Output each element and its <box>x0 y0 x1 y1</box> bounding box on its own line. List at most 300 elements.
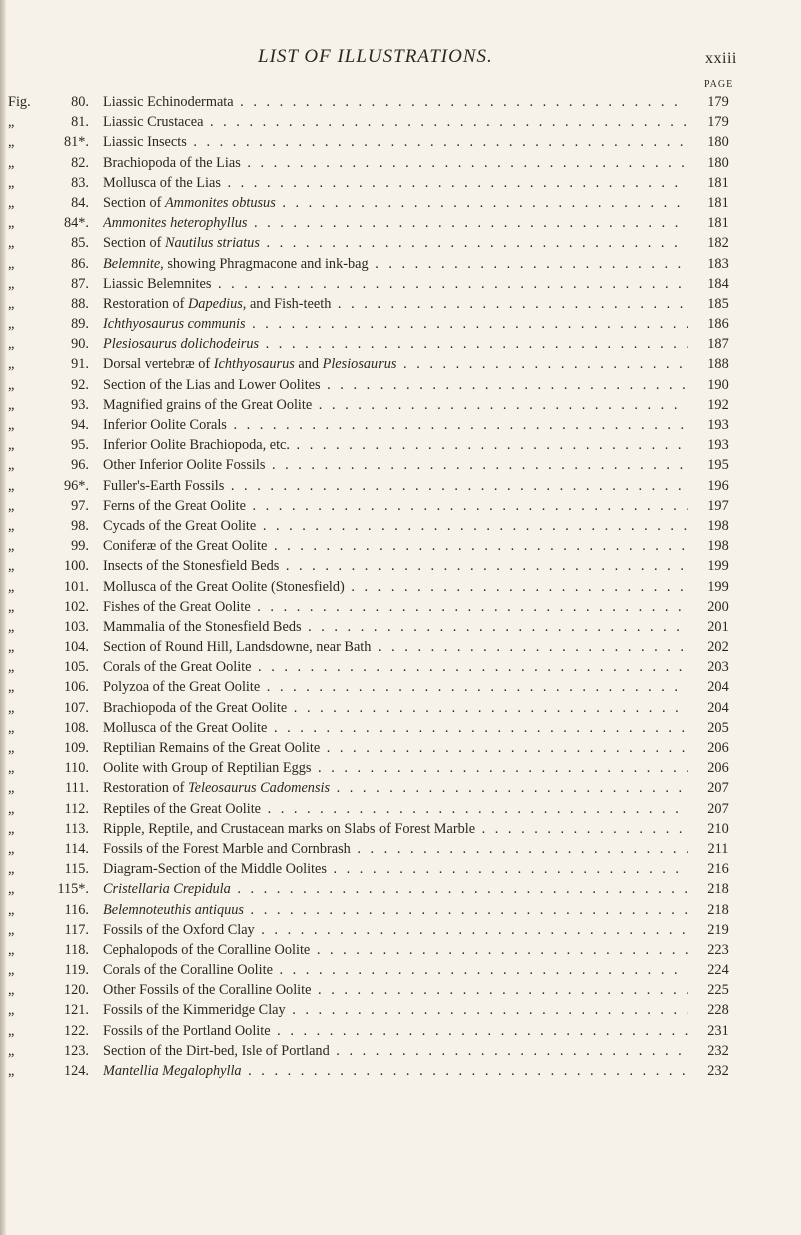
figure-number: 124. <box>63 1063 89 1079</box>
ditto-mark: „ <box>8 740 15 756</box>
entry-title-segment: Diagram-Section of the Middle Oolites <box>103 861 327 878</box>
entry-title-segment: Belemnoteuthis antiquus <box>103 901 244 918</box>
figure-number: 81. <box>71 114 89 131</box>
list-item <box>0 940 801 960</box>
page-number: xxiii <box>705 50 737 67</box>
list-item <box>0 698 801 718</box>
entry-title-segment: Ammonites heterophyllus <box>103 215 248 232</box>
figure-number: 84. <box>71 194 89 211</box>
entry-title-segment: Reptiles of the Great Oolite <box>103 800 262 817</box>
entry-title <box>103 839 688 859</box>
figure-number: 83. <box>71 174 89 191</box>
ditto-mark: „ <box>8 417 15 433</box>
entry-title-segment: Reptilian Remains of the Great Oolite <box>103 740 321 756</box>
list-item <box>0 879 801 899</box>
entry-title-segment: Other Fossils of the Coralline Oolite <box>103 982 312 999</box>
page-ref: 186 <box>707 316 729 333</box>
figure-number: 120. <box>63 982 89 999</box>
page-ref: 218 <box>707 901 729 918</box>
entry-title-segment: Corals of the Coralline Oolite <box>103 962 273 979</box>
entry-title-segment: Dapedius <box>187 295 243 312</box>
list-item <box>0 718 801 738</box>
entry-title-segment: Insects of the Stonesfield Beds <box>103 558 280 575</box>
figure-number: 122. <box>63 1022 89 1039</box>
entry-title-segment: Section of the Lias and Lower Oolites <box>103 376 321 393</box>
ditto-mark: „ <box>8 901 15 918</box>
entry-title-segment: Coniferæ of the Great Oolite <box>103 538 268 555</box>
ditto-mark: „ <box>8 840 15 857</box>
entry-title-segment: Fossils of the Oxford Clay <box>103 921 255 938</box>
page-ref: 184 <box>707 275 729 292</box>
ditto-mark: „ <box>8 881 15 898</box>
list-item <box>0 556 801 576</box>
page-ref: 183 <box>707 255 729 272</box>
list-item <box>0 819 801 839</box>
figure-number: 103. <box>63 618 89 635</box>
ditto-mark: „ <box>8 194 15 211</box>
ditto-mark: „ <box>8 962 15 979</box>
entry-title <box>103 516 688 536</box>
entry-title <box>103 556 688 576</box>
page-ref: 224 <box>707 962 729 979</box>
list-item <box>0 354 801 374</box>
figure-number: 121. <box>63 1002 89 1019</box>
list-item <box>0 274 801 294</box>
ditto-mark: „ <box>8 437 15 454</box>
page-ref: 207 <box>707 780 729 797</box>
entry-title <box>103 314 688 334</box>
entry-title <box>103 153 688 173</box>
entry-title-segment: Restoration of <box>103 295 188 312</box>
entry-title <box>103 395 688 415</box>
ditto-mark: „ <box>8 174 15 191</box>
figure-number: 98. <box>71 517 89 534</box>
list-item <box>0 980 801 1000</box>
entry-title <box>103 254 688 274</box>
page-ref: 232 <box>707 1063 729 1079</box>
list-item <box>0 577 801 597</box>
figure-number: 92. <box>71 376 89 393</box>
list-item <box>0 314 801 334</box>
ditto-mark: „ <box>8 921 15 938</box>
page-ref: 197 <box>707 497 729 514</box>
entry-title <box>103 354 688 374</box>
list-item <box>0 597 801 617</box>
list-item <box>0 415 801 435</box>
list-item <box>0 920 801 940</box>
ditto-mark: „ <box>8 659 15 676</box>
list-item <box>0 536 801 556</box>
list-item <box>0 476 801 496</box>
running-title: LIST OF ILLUSTRATIONS. <box>258 46 493 67</box>
ditto-mark: „ <box>8 295 15 312</box>
ditto-mark: „ <box>8 235 15 252</box>
entry-title <box>103 879 688 899</box>
ditto-mark: „ <box>8 336 15 353</box>
list-item <box>0 233 801 253</box>
entry-title-segment: Corals of the Great Oolite <box>103 659 252 676</box>
page-ref: 206 <box>707 740 729 756</box>
page-ref: 211 <box>707 840 729 857</box>
illustrations-list <box>0 92 801 1081</box>
ditto-mark: „ <box>8 457 15 474</box>
entry-title-segment: Mollusca of the Lias <box>103 174 221 191</box>
page-ref: 187 <box>707 336 729 353</box>
entry-title <box>103 738 688 758</box>
page-ref: 179 <box>707 114 729 131</box>
figure-number: 102. <box>63 598 89 615</box>
figure-number: 112. <box>64 800 89 817</box>
figure-number: 82. <box>71 154 89 171</box>
entry-title-segment: Nautilus striatus <box>164 235 260 252</box>
page-ref: 199 <box>707 558 729 575</box>
entry-title <box>103 435 688 455</box>
figure-number: 106. <box>63 679 89 696</box>
page-ref: 196 <box>707 477 729 494</box>
figure-number: 115. <box>64 861 89 878</box>
list-item <box>0 1041 801 1061</box>
entry-title-segment: Section of <box>103 194 165 211</box>
entry-title-segment: Ferns of the Great Oolite <box>103 497 246 514</box>
page-ref: 180 <box>707 134 729 151</box>
entry-title-segment: Ichthyosaurus <box>213 356 295 373</box>
ditto-mark: „ <box>8 558 15 575</box>
entry-title <box>103 577 688 597</box>
entry-title <box>103 960 688 980</box>
page-ref: 182 <box>707 235 729 252</box>
entry-title-segment: Other Inferior Oolite Fossils <box>103 457 266 474</box>
list-item <box>0 1021 801 1041</box>
page-ref: 188 <box>707 356 729 373</box>
entry-title <box>103 657 688 677</box>
entry-title <box>103 233 688 253</box>
ditto-mark: „ <box>8 316 15 333</box>
page-ref: 199 <box>707 578 729 595</box>
list-item <box>0 254 801 274</box>
figure-number: 107. <box>63 699 89 716</box>
entry-title-segment: Cycads of the Great Oolite <box>103 517 257 534</box>
figure-number: 90. <box>71 336 89 353</box>
entry-title-segment: Fossils of the Kimmeridge Clay <box>103 1002 286 1019</box>
figure-number: 109. <box>63 740 89 756</box>
entry-title <box>103 193 688 213</box>
figure-number: 114. <box>64 840 89 857</box>
running-head <box>0 46 801 76</box>
figure-number: 81*. <box>63 134 89 151</box>
entry-title-segment: Mollusca of the Great Oolite <box>103 719 268 736</box>
entry-title <box>103 92 688 112</box>
list-item <box>0 900 801 920</box>
entry-title-segment: Liassic Insects <box>103 134 187 151</box>
entry-title-segment: and <box>294 356 323 373</box>
list-item <box>0 334 801 354</box>
page-ref: 207 <box>707 800 729 817</box>
figure-number: 111. <box>65 780 89 797</box>
figure-number: 94. <box>71 417 89 433</box>
entry-title <box>103 213 688 233</box>
figure-number: 115*. <box>57 881 89 898</box>
list-item <box>0 960 801 980</box>
entry-title <box>103 294 688 314</box>
ditto-mark: „ <box>8 578 15 595</box>
list-item <box>0 173 801 193</box>
page-ref: 181 <box>707 194 729 211</box>
entry-title-segment: Section of <box>103 235 165 252</box>
entry-title-segment: Mollusca of the Great Oolite (Stonesfield) <box>103 578 345 595</box>
entry-title-segment: Polyzoa of the Great Oolite <box>103 679 261 696</box>
page-ref: 218 <box>707 881 729 898</box>
ditto-mark: „ <box>8 679 15 696</box>
list-item <box>0 677 801 697</box>
entry-title-segment: Fossils of the Portland Oolite <box>103 1022 271 1039</box>
ditto-mark: „ <box>8 477 15 494</box>
entry-title-segment: Fishes of the Great Oolite <box>103 598 251 615</box>
figure-number: 117. <box>64 921 89 938</box>
entry-title <box>103 173 688 193</box>
entry-title-segment: Fuller's-Earth Fossils <box>103 477 225 494</box>
figure-number: 110. <box>64 760 89 777</box>
entry-title-segment: Ammonites obtusus <box>164 194 276 211</box>
entry-title-segment: , showing Phragmacone and ink-bag <box>160 255 369 272</box>
entry-title <box>103 496 688 516</box>
entry-title <box>103 132 688 152</box>
page-ref: 225 <box>707 982 729 999</box>
figure-number: 96. <box>71 457 89 474</box>
figure-number: 96*. <box>63 477 89 494</box>
page-ref: 181 <box>707 174 729 191</box>
ditto-mark: „ <box>8 114 15 131</box>
entry-title-segment: , and Fish-teeth <box>242 295 332 312</box>
figure-number: 97. <box>71 497 89 514</box>
entry-title <box>103 980 688 1000</box>
entry-title-segment: Plesiosaurus <box>322 356 397 373</box>
entry-title-segment: Belemnite <box>103 255 161 272</box>
entry-title-segment: Ichthyosaurus communis <box>103 316 246 333</box>
entry-title-segment: Inferior Oolite Corals <box>103 417 227 433</box>
list-item <box>0 1000 801 1020</box>
page-ref: 203 <box>707 659 729 676</box>
entry-title-segment: Brachiopoda of the Lias <box>103 154 241 171</box>
figure-number: 95. <box>71 437 89 454</box>
list-item <box>0 213 801 233</box>
entry-title <box>103 1061 688 1081</box>
figure-number: 119. <box>64 962 89 979</box>
entry-title <box>103 112 688 132</box>
ditto-mark: „ <box>8 517 15 534</box>
entry-title <box>103 718 688 738</box>
page-ref: 198 <box>707 517 729 534</box>
list-item <box>0 435 801 455</box>
figure-number: 113. <box>64 820 89 837</box>
entry-title <box>103 1000 688 1020</box>
entry-title <box>103 920 688 940</box>
list-item <box>0 132 801 152</box>
ditto-mark: „ <box>8 376 15 393</box>
entry-title-segment: Plesiosaurus dolichodeirus <box>103 336 260 353</box>
list-item <box>0 839 801 859</box>
page-column-heading: PAGE <box>704 79 734 90</box>
ditto-mark: „ <box>8 699 15 716</box>
entry-title-segment: Liassic Echinodermata <box>103 94 234 110</box>
entry-title <box>103 778 688 798</box>
page-ref: 192 <box>707 396 729 413</box>
entry-title <box>103 536 688 556</box>
figure-number: 86. <box>71 255 89 272</box>
entry-title <box>103 819 688 839</box>
list-item <box>0 799 801 819</box>
entry-title-segment: Cephalopods of the Coralline Oolite <box>103 941 311 958</box>
ditto-mark: „ <box>8 618 15 635</box>
ditto-mark: „ <box>8 861 15 878</box>
ditto-mark: „ <box>8 719 15 736</box>
figure-number: 91. <box>71 356 89 373</box>
page-ref: 223 <box>707 941 729 958</box>
entry-title-segment: Brachiopoda of the Great Oolite <box>103 699 288 716</box>
list-item <box>0 758 801 778</box>
ditto-mark: „ <box>8 800 15 817</box>
list-item <box>0 778 801 798</box>
entry-title <box>103 274 688 294</box>
ditto-mark: „ <box>8 356 15 373</box>
page-ref: 180 <box>707 154 729 171</box>
figure-number: 80. <box>71 94 89 110</box>
entry-title-segment: Mantellia Megalophylla <box>103 1063 242 1079</box>
ditto-mark: „ <box>8 598 15 615</box>
page-ref: 195 <box>707 457 729 474</box>
list-item <box>0 153 801 173</box>
entry-title-segment: Liassic Crustacea <box>103 114 204 131</box>
page-ref: 231 <box>707 1022 729 1039</box>
list-item <box>0 657 801 677</box>
page-ref: 228 <box>707 1002 729 1019</box>
page-ref: 200 <box>707 598 729 615</box>
list-item <box>0 294 801 314</box>
page-ref: 185 <box>707 295 729 312</box>
page-ref: 201 <box>707 618 729 635</box>
entry-title <box>103 1041 688 1061</box>
list-item <box>0 1061 801 1081</box>
ditto-mark: „ <box>8 1063 15 1079</box>
figure-number: 101. <box>63 578 89 595</box>
figure-number: 116. <box>64 901 89 918</box>
entry-title-segment: Inferior Oolite Brachiopoda, etc. <box>103 437 290 454</box>
entry-title <box>103 617 688 637</box>
page-ref: 219 <box>707 921 729 938</box>
ditto-mark: „ <box>8 982 15 999</box>
ditto-mark: „ <box>8 1002 15 1019</box>
entry-title-segment: Restoration of <box>103 780 188 797</box>
entry-title <box>103 597 688 617</box>
entry-title <box>103 799 688 819</box>
entry-title <box>103 900 688 920</box>
list-item <box>0 859 801 879</box>
list-item <box>0 516 801 536</box>
entry-title <box>103 758 688 778</box>
page-ref: 205 <box>707 719 729 736</box>
entry-title-segment: Oolite with Group of Reptilian Eggs <box>103 760 312 777</box>
list-item <box>0 738 801 758</box>
page-ref: 202 <box>707 639 729 656</box>
page-ref: 198 <box>707 538 729 555</box>
page-ref: 216 <box>707 861 729 878</box>
list-item <box>0 193 801 213</box>
entry-title <box>103 859 688 879</box>
figure-number: 100. <box>63 558 89 575</box>
page-ref: 206 <box>707 760 729 777</box>
page-ref: 232 <box>707 1042 729 1059</box>
entry-title-segment: Mammalia of the Stonesfield Beds <box>103 618 302 635</box>
entry-title-segment: Magnified grains of the Great Oolite <box>103 396 313 413</box>
ditto-mark: „ <box>8 538 15 555</box>
list-item <box>0 92 801 112</box>
page-ref: 193 <box>707 437 729 454</box>
entry-title-segment: Teleosaurus Cadomensis <box>187 780 331 797</box>
entry-title <box>103 940 688 960</box>
entry-title <box>103 455 688 475</box>
list-item <box>0 375 801 395</box>
page-ref: 179 <box>707 94 729 110</box>
list-item <box>0 395 801 415</box>
page-ref: 204 <box>707 679 729 696</box>
entry-title <box>103 637 688 657</box>
ditto-mark: „ <box>8 1042 15 1059</box>
entry-title <box>103 476 688 496</box>
figure-number: 104. <box>63 639 89 656</box>
ditto-mark: „ <box>8 820 15 837</box>
ditto-mark: „ <box>8 275 15 292</box>
entry-title-segment: Fossils of the Forest Marble and Cornbrash <box>103 840 351 857</box>
list-item <box>0 617 801 637</box>
ditto-mark: „ <box>8 941 15 958</box>
list-item <box>0 455 801 475</box>
page-ref: 193 <box>707 417 729 433</box>
figure-number: 88. <box>71 295 89 312</box>
page-ref: 210 <box>707 820 729 837</box>
figure-number: 118. <box>64 941 89 958</box>
entry-title <box>103 698 688 718</box>
entry-title <box>103 375 688 395</box>
list-item <box>0 637 801 657</box>
entry-title-segment: Liassic Belemnites <box>103 275 212 292</box>
entry-title <box>103 1021 688 1041</box>
entry-title <box>103 677 688 697</box>
entry-title-segment: Ripple, Reptile, and Crustacean marks on Slabs of Forest Marble <box>103 820 476 837</box>
figure-number: 108. <box>63 719 89 736</box>
list-item <box>0 496 801 516</box>
entry-title-segment: Dorsal vertebræ of <box>103 356 214 373</box>
page-ref: 181 <box>707 215 729 232</box>
figure-number: 87. <box>71 275 89 292</box>
ditto-mark: „ <box>8 396 15 413</box>
entry-title <box>103 415 688 435</box>
entry-title-segment: Section of Round Hill, Landsdowne, near Bath <box>103 639 372 656</box>
entry-title-segment: Cristellaria Crepidula <box>103 881 231 898</box>
figure-number: 89. <box>71 316 89 333</box>
figure-number: 99. <box>71 538 89 555</box>
entry-title-segment: Section of the Dirt-bed, Isle of Portland <box>103 1042 330 1059</box>
figure-number: 85. <box>71 235 89 252</box>
ditto-mark: „ <box>8 154 15 171</box>
ditto-mark: „ <box>8 134 15 151</box>
figure-number: 105. <box>63 659 89 676</box>
list-item <box>0 112 801 132</box>
ditto-mark: „ <box>8 1022 15 1039</box>
ditto-mark: „ <box>8 639 15 656</box>
figure-number: 123. <box>63 1042 89 1059</box>
entry-title <box>103 334 688 354</box>
page-ref: 190 <box>707 376 729 393</box>
ditto-mark: „ <box>8 215 15 232</box>
